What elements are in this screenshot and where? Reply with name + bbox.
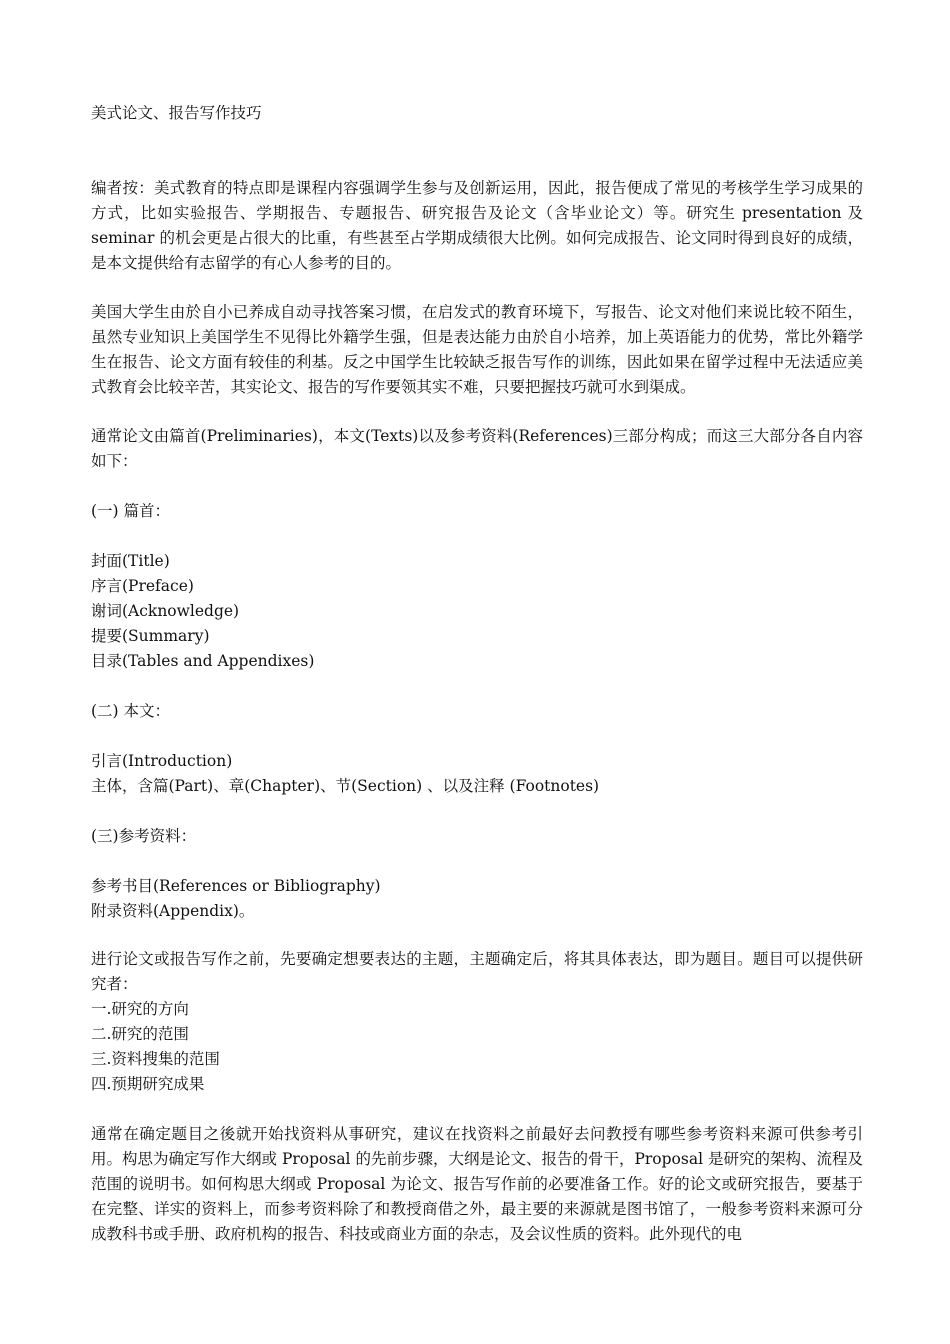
section-heading-preliminaries: (一) 篇首： — [91, 502, 171, 520]
list-item: 谢词(Acknowledge) — [91, 602, 240, 620]
topic-paragraph: 进行论文或报告写作之前，先要确定想要表达的主题，主题确定后，将其具体表达，即为题目。题目可以提供研究者： — [91, 950, 863, 993]
list-item: 序言(Preface) — [91, 577, 194, 595]
intro-paragraph: 美国大学生由於自小已养成自动寻找答案习惯，在启发式的教育环境下，写报告、论文对他们来说比较不陌生，虽然专业知识上美国学生不见得比外籍学生强，但是表达能力由於自小培养，加上英语能力的优势，常比外籍学生在报告、论文方面有较佳的利基。反之中国学生比较缺乏报告写作的训练，因此如果在留学过程中无法适应美式教育会比较辛苦，其实论文、报告的写作要领其实不难，只要把握技巧就可水到渠成。 — [91, 303, 863, 396]
section-heading-references: (三)参考资料： — [91, 827, 197, 845]
list-item: 提要(Summary) — [91, 627, 210, 645]
list-item: 附录资料(Appendix)。 — [91, 902, 255, 920]
references-list — [91, 874, 863, 924]
list-item: 一.研究的方向 — [91, 1000, 189, 1018]
structure-paragraph: 通常论文由篇首(Preliminaries)，本文(Texts)以及参考资料(References)三部分构成；而这三大部分各自内容如下： — [91, 427, 863, 470]
preliminaries-list — [91, 549, 863, 674]
list-item: 引言(Introduction) — [91, 752, 233, 770]
list-item: 封面(Title) — [91, 552, 170, 570]
section-heading-texts: (二) 本文： — [91, 702, 171, 720]
list-item: 目录(Tables and Appendixes) — [91, 652, 315, 670]
topic-list — [91, 997, 863, 1097]
list-item: 三.资料搜集的范围 — [91, 1050, 220, 1068]
research-paragraph: 通常在确定题目之後就开始找资料从事研究，建议在找资料之前最好去问教授有哪些参考资料来源可供参考引用。构思为确定写作大纲或 Proposal 的先前步骤，大纲是论文、报告的骨干，Proposal 是研究的架构、流程及范围的说明书。如何构思大纲或 Proposal 为论文、报告写作前的必要准备工作。好的论文或研究报告，要基于在完整、详实的资料上，而参考资料除了和教授商借之外，最主要的来源就是图书馆了，一般参考资料来源可分成教科书或手册、政府机构的报告、科技或商业方面的杂志，及会议性质的资料。此外现代的电 — [91, 1125, 863, 1243]
list-item: 二.研究的范围 — [91, 1025, 189, 1043]
texts-list — [91, 749, 863, 799]
editor-note-paragraph: 编者按：美式教育的特点即是课程内容强调学生参与及创新运用，因此，报告便成了常见的考核学生学习成果的方式，比如实验报告、学期报告、专题报告、研究报告及论文（含毕业论文）等。研究生 presentation 及 seminar 的机会更是占很大的比重，有些甚至占学期成绩很大比例。如何完成报告、论文同时得到良好的成绩，是本文提供给有志留学的有心人参考的目的。 — [91, 179, 863, 272]
list-item: 主体，含篇(Part)、章(Chapter)、节(Section) 、以及注释 (Footnotes) — [91, 777, 600, 795]
list-item: 参考书目(References or Bibliography) — [91, 877, 381, 895]
list-item: 四.预期研究成果 — [91, 1075, 205, 1093]
document-title: 美式论文、报告写作技巧 — [91, 104, 262, 122]
